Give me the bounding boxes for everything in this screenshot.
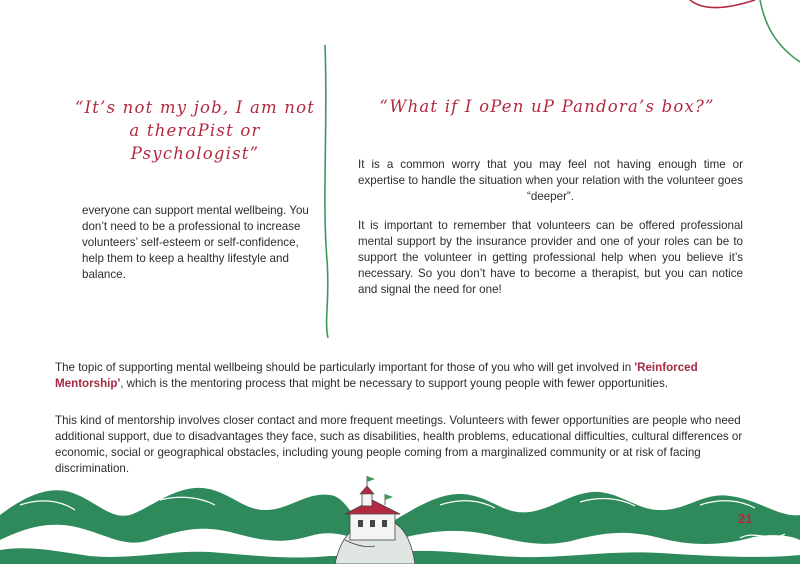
top-right-red-line <box>690 0 755 8</box>
top-right-green-line <box>760 0 800 62</box>
right-paragraph-1: It is a common worry that you may feel not having enough time or expertise to handle the situation when your relation with the volunteer goes “deeper”. <box>358 158 743 203</box>
right-quote-heading: “What if I oPen uP Pandora’s box?” <box>379 97 715 116</box>
bottom-paragraph-1 <box>55 360 745 392</box>
left-body-text: everyone can support mental wellbeing. You don’t need to be a professional to increase volunteers’ self-esteem or self-confidence, help them to keep a healthy lifestyle and balance. <box>82 204 309 281</box>
bottom-paragraph-1-start: The topic of supporting mental wellbeing should be particularly important for those of you who will get involved in <box>55 361 635 374</box>
column-divider-line <box>325 45 328 338</box>
reinforced-mentorship-highlight: 'Reinforced Mentorship' <box>55 361 698 390</box>
bottom-paragraph-2: This kind of mentorship involves closer contact and more frequent meetings. Volunteers with fewer opportunities are people who need additional support, due to disadvantages they face, such as disabilities, health problems, educational difficulties, cultural differences or economic, social or geographical obstacles, including young people coming from a marginalized community or at risk of facing discrimination. <box>55 414 743 475</box>
left-quote-heading: “It’s not my job, I am not a theraPist or Psychologist” <box>74 98 316 163</box>
right-paragraph-2: It is important to remember that volunteers can be offered professional mental support by the insurance provider and one of your roles can be to support the volunteer in getting professional help when you believe it’s necessary. So you don’t have to become a therapist, but you can notice and signal the need for one! <box>358 219 743 296</box>
bottom-paragraph-1-end: , which is the mentoring process that might be necessary to support young people with fewer opportunities. <box>120 377 669 390</box>
page-number: 21 <box>738 511 753 526</box>
